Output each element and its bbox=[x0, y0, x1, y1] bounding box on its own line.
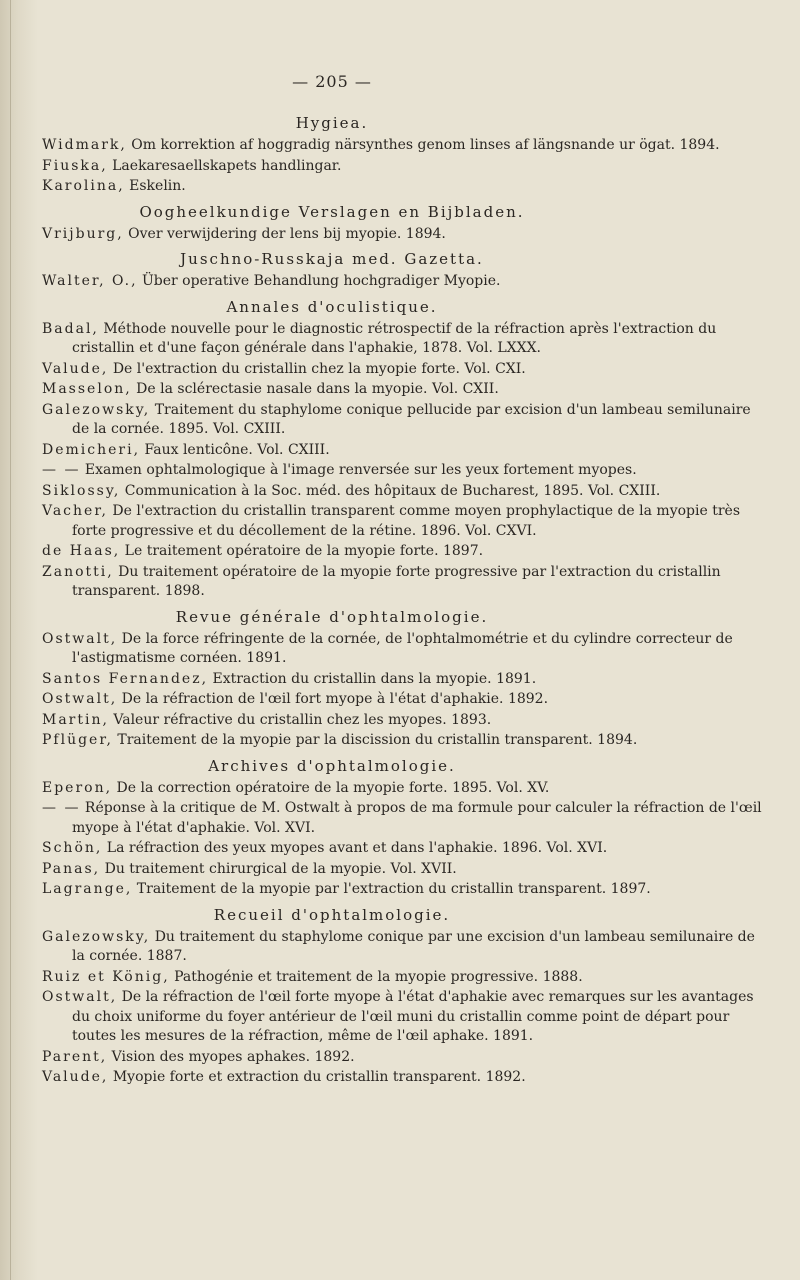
citation-entry bbox=[42, 860, 772, 880]
citation-author: Walter, O., bbox=[42, 273, 138, 289]
citation-entry bbox=[42, 320, 772, 359]
citation-title: De l'extraction du cristallin transparent comme moyen prophylactique de la myopie très forte progressive et du décollement de la rétine. 1896. Vol. CXVI. bbox=[72, 503, 741, 539]
citation-author: Valude, bbox=[42, 360, 109, 377]
citation-title: Vision des myopes aphakes. 1892. bbox=[107, 1048, 355, 1065]
citation-title: Pathogénie et traitement de la myopie progressive. 1888. bbox=[169, 968, 583, 985]
citation-title: De la réfraction de l'œil forte myope à l'état d'aphakie avec remarques sur les avantages du choix uniforme du foyer antérieur de l'œil muni du cristallin comme point de départ pour toutes les mesures de la réfraction, même de l'œil aphake. 1891. bbox=[72, 989, 754, 1044]
citation-title: De la correction opératoire de la myopie forte. 1895. Vol. XV. bbox=[112, 779, 550, 796]
citation-author: Siklossy, bbox=[42, 482, 121, 499]
citation-author: Zanotti, bbox=[42, 563, 114, 580]
citation-author: Pflüger, bbox=[42, 732, 113, 748]
citation-author: Parent, bbox=[42, 1048, 108, 1065]
citation-entry bbox=[42, 542, 772, 562]
citation-title: Extraction du cristallin dans la myopie. 1891. bbox=[208, 670, 537, 687]
journal-section bbox=[42, 203, 772, 245]
journal-heading: Juschno-Russkaja med. Gazetta. bbox=[180, 250, 484, 268]
citation-entry bbox=[42, 441, 772, 461]
citation-entry bbox=[42, 968, 772, 988]
citation-entry bbox=[42, 225, 772, 245]
citation-author: Ostwalt, bbox=[42, 989, 118, 1005]
citation-entry bbox=[42, 988, 772, 1047]
citation-title: Over verwijdering der lens bij myopie. 1894. bbox=[123, 225, 446, 242]
bibliography-list bbox=[42, 108, 772, 1094]
citation-entry bbox=[42, 177, 772, 197]
citation-author: Schön, bbox=[42, 840, 103, 856]
journal-section bbox=[42, 250, 772, 292]
citation-entry bbox=[42, 839, 772, 859]
citation-entry bbox=[42, 401, 772, 440]
citation-author: Eperon, bbox=[42, 779, 113, 796]
citation-entry bbox=[42, 502, 772, 541]
citation-entry bbox=[42, 360, 772, 380]
citation-author: Ruiz et König, bbox=[42, 968, 170, 985]
citation-author: — — bbox=[42, 462, 81, 478]
citation-entry bbox=[42, 799, 772, 838]
citation-entry bbox=[42, 711, 772, 731]
citation-title: De la force réfringente de la cornée, de l'ophtalmométrie et du cylindre correcteur de l'astigmatisme cornéen. 1891. bbox=[72, 630, 733, 666]
citation-title: Le traitement opératoire de la myopie forte. 1897. bbox=[120, 543, 484, 559]
citation-author: Galezowsky, bbox=[42, 401, 151, 418]
citation-author: — — bbox=[42, 800, 81, 816]
citation-title: Faux lenticône. Vol. CXIII. bbox=[140, 441, 330, 458]
citation-author: de Haas, bbox=[42, 543, 121, 559]
citation-title: Om korrektion af hoggradig närsynthes genom linses af längsnande ur ögat. 1894. bbox=[126, 137, 720, 153]
journal-section bbox=[42, 114, 772, 197]
journal-section bbox=[42, 906, 772, 1088]
citation-title: Traitement du staphylome conique pellucide par excision d'un lambeau semilunaire de la cornée. 1895. Vol. CXIII. bbox=[72, 401, 751, 437]
citation-entry bbox=[42, 1068, 772, 1088]
citation-entry bbox=[42, 461, 772, 481]
citation-author: Fiuska, bbox=[42, 157, 108, 174]
book-page bbox=[42, 0, 782, 1280]
citation-title: Valeur réfractive du cristallin chez les myopes. 1893. bbox=[108, 711, 492, 728]
citation-author: Panas, bbox=[42, 860, 101, 877]
journal-heading: Oogheelkundige Verslagen en Bijbladen. bbox=[139, 202, 525, 221]
journal-heading: Revue générale d'ophtalmologie. bbox=[175, 607, 489, 626]
citation-entry bbox=[42, 670, 772, 690]
page-number: — 205 — bbox=[292, 72, 372, 91]
citation-title: Traitement de la myopie par l'extraction du cristallin transparent. 1897. bbox=[132, 881, 651, 897]
citation-author: Lagrange, bbox=[42, 881, 133, 897]
binding-edge bbox=[10, 0, 11, 1280]
citation-entry bbox=[42, 779, 772, 799]
journal-section bbox=[42, 608, 772, 751]
citation-title: De la réfraction de l'œil fort myope à l'état d'aphakie. 1892. bbox=[117, 691, 549, 707]
journal-heading: Recueil d'ophtalmologie. bbox=[213, 905, 451, 924]
journal-heading: Hygiea. bbox=[295, 114, 369, 132]
journal-heading: Annales d'oculistique. bbox=[226, 297, 438, 316]
citation-author: Ostwalt, bbox=[42, 691, 118, 707]
journal-section bbox=[42, 298, 772, 602]
citation-title: Über operative Behandlung hochgradiger Myopie. bbox=[137, 273, 501, 289]
citation-title: Communication à la Soc. méd. des hôpitaux de Bucharest, 1895. Vol. CXIII. bbox=[120, 482, 661, 499]
citation-entry bbox=[42, 563, 772, 602]
citation-author: Valude, bbox=[42, 1069, 109, 1085]
citation-title: Réponse à la critique de M. Ostwalt à propos de ma formule pour calculer la réfraction de l'œil myope à l'état d'aphakie. Vol. XVI. bbox=[72, 800, 762, 836]
citation-author: Widmark, bbox=[42, 137, 127, 153]
citation-title: Myopie forte et extraction du cristallin transparent. 1892. bbox=[108, 1069, 526, 1085]
citation-entry bbox=[42, 157, 772, 177]
citation-author: Demicheri, bbox=[42, 441, 141, 458]
citation-title: Du traitement du staphylome conique par une excision d'un lambeau semilunaire de la cornée. 1887. bbox=[72, 928, 755, 964]
citation-title: Du traitement chirurgical de la myopie. Vol. XVII. bbox=[100, 860, 457, 877]
citation-title: La réfraction des yeux myopes avant et dans l'aphakie. 1896. Vol. XVI. bbox=[102, 840, 608, 856]
citation-author: Vrijburg, bbox=[42, 225, 124, 242]
citation-title: Laekaresaellskapets handlingar. bbox=[107, 157, 342, 174]
citation-author: Galezowsky, bbox=[42, 928, 151, 945]
citation-author: Santos Fernandez, bbox=[42, 670, 209, 687]
citation-entry bbox=[42, 482, 772, 502]
citation-title: Méthode nouvelle pour le diagnostic rétrospectif de la réfraction après l'extraction du cristallin et d'une façon générale dans l'aphakie, 1878. Vol. LXXX. bbox=[72, 320, 717, 356]
citation-title: Traitement de la myopie par la discission du cristallin transparent. 1894. bbox=[112, 732, 638, 748]
journal-heading: Archives d'ophtalmologie. bbox=[208, 756, 456, 775]
citation-entry bbox=[42, 880, 772, 900]
citation-entry bbox=[42, 272, 772, 292]
citation-title: De l'extraction du cristallin chez la myopie forte. Vol. CXI. bbox=[108, 360, 526, 377]
citation-title: Du traitement opératoire de la myopie forte progressive par l'extraction du cristallin transparent. 1898. bbox=[72, 563, 721, 599]
citation-author: Martin, bbox=[42, 711, 109, 728]
citation-entry bbox=[42, 136, 772, 156]
citation-entry bbox=[42, 380, 772, 400]
citation-author: Karolina, bbox=[42, 178, 125, 194]
citation-title: Examen ophtalmologique à l'image renversée sur les yeux fortement myopes. bbox=[80, 462, 637, 478]
citation-entry bbox=[42, 690, 772, 710]
citation-entry bbox=[42, 1048, 772, 1068]
journal-section bbox=[42, 757, 772, 900]
citation-entry bbox=[42, 928, 772, 967]
citation-entry bbox=[42, 731, 772, 751]
citation-entry bbox=[42, 630, 772, 669]
page-gutter bbox=[0, 0, 38, 1280]
citation-author: Badal, bbox=[42, 320, 99, 337]
citation-title: Eskelin. bbox=[124, 178, 186, 194]
citation-author: Ostwalt, bbox=[42, 630, 118, 647]
citation-author: Vacher, bbox=[42, 503, 108, 519]
citation-author: Masselon, bbox=[42, 381, 132, 397]
citation-title: De la sclérectasie nasale dans la myopie. Vol. CXII. bbox=[131, 381, 499, 397]
